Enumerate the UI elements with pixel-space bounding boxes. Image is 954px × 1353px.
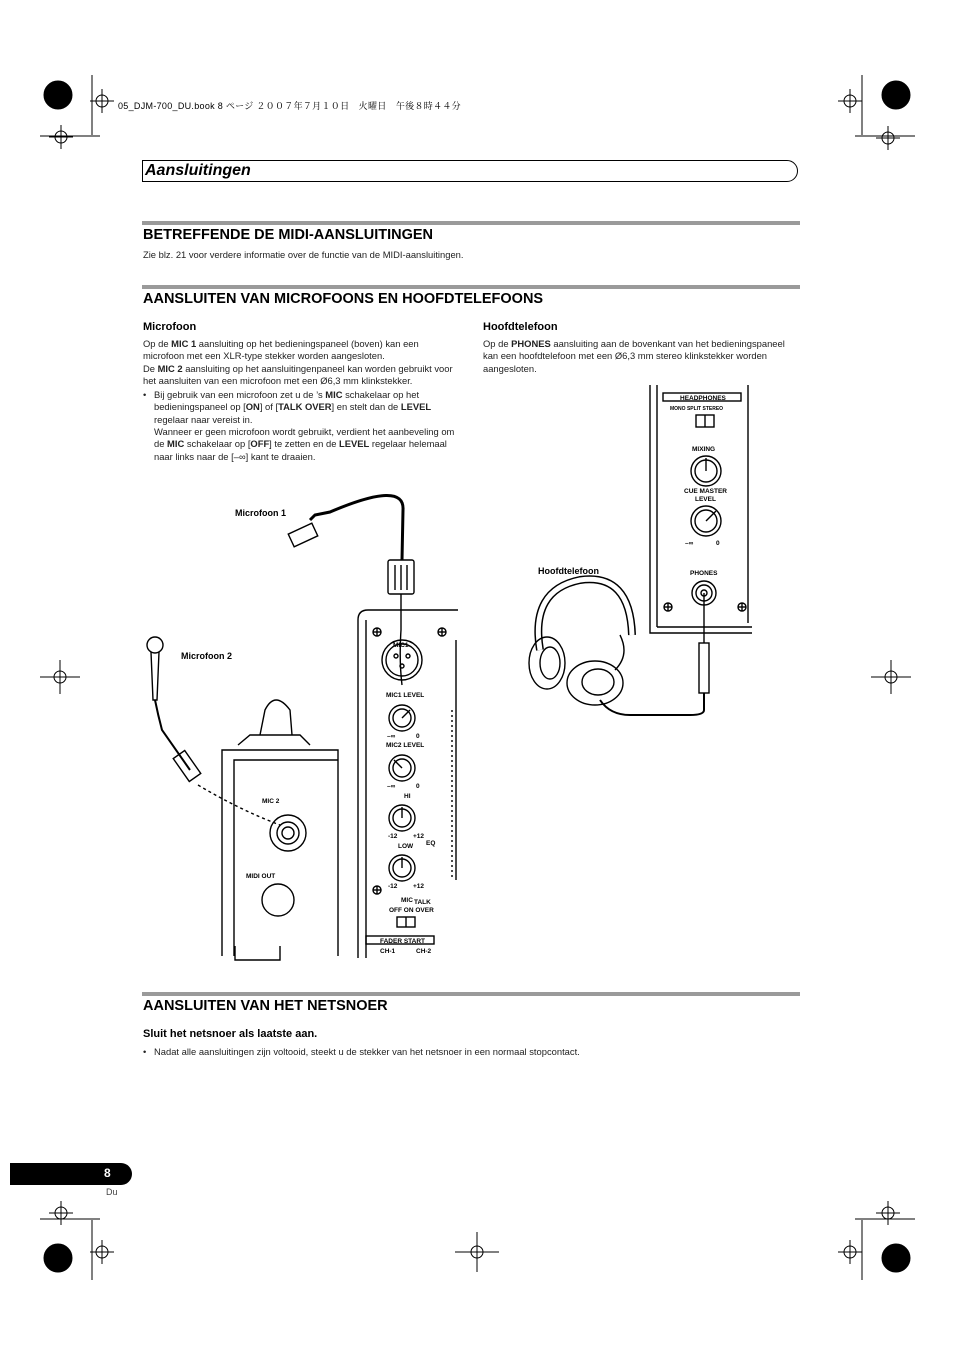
- mic-bullet-text: Bij gebruik van een microfoon zet u de ’s MIC schakelaar op het bedieningspaneel op [ON] of [TALK OVER] en stelt dan de LEVEL regelaar naar vereist in. Wanneer er geen microfoon wordt gebruikt, verdient het aanbeveling om de MIC schakelaar op [OFF] te zetten en de LEVEL regelaar helemaal naar links naar de [–∞] kant te draaien.: [154, 389, 455, 462]
- label-min-inf: –∞: [387, 733, 396, 740]
- label-zero: 0: [416, 783, 420, 790]
- section-title-power: AANSLUITEN VAN HET NETSNOER: [143, 998, 388, 1014]
- label-min-inf: –∞: [685, 540, 694, 547]
- label-mono-split-stereo: MONO SPLIT STEREO: [670, 406, 724, 412]
- phones-heading: Hoofdtelefoon: [483, 321, 558, 333]
- section-title-mic-phones: AANSLUITEN VAN MICROFOONS EN HOOFDTELEFOONS: [143, 291, 544, 307]
- label-ch2: CH-2: [416, 948, 432, 955]
- phones-column: [483, 338, 801, 375]
- mic-bullet: • Bij gebruik van een microfoon zet u de ’s MIC schakelaar op het bedieningspaneel op [ON] of [TALK OVER] en stelt dan de LEVEL regelaar naar vereist in. Wanneer er geen microfoon wordt gebruikt, verdient het aanbeveling om de MIC schakelaar op [OFF] te zetten en de LEVEL regelaar helemaal naar links naar de [–∞] kant te draaien.: [143, 389, 461, 463]
- chapter-title: Aansluitingen: [145, 162, 251, 179]
- page-tab: [10, 1163, 132, 1185]
- label-midi-out: MIDI OUT: [246, 873, 276, 880]
- label-headphones: HEADPHONES: [680, 395, 726, 402]
- label-plus12: +12: [413, 883, 425, 890]
- power-bullet-text: Nadat alle aansluitingen zijn voltooid, steekt u de stekker van het netsnoer in een normaal stopcontact.: [154, 1046, 580, 1057]
- label-mic1-level: MIC1 LEVEL: [386, 692, 425, 699]
- label-mic2-jack: MIC 2: [262, 798, 280, 805]
- label-zero: 0: [716, 540, 720, 547]
- label-mixing: MIXING: [692, 446, 716, 453]
- label-low: LOW: [398, 843, 414, 850]
- phones-paragraph: Op de PHONES aansluiting aan de bovenkant van het bedieningspaneel kan een hoofdtelefoon met een Ø6,3 mm stereo klinkstekker worden aangesloten.: [483, 338, 785, 374]
- section-rule: [142, 221, 800, 225]
- headphones-connection-figure: [520, 385, 760, 720]
- power-bullet: • Nadat alle aansluitingen zijn voltooid, steekt u de stekker van het netsnoer in een normaal stopcontact.: [143, 1046, 580, 1057]
- label-level: LEVEL: [695, 496, 716, 503]
- mic-paragraph-1: Op de MIC 1 aansluiting op het bedieningspaneel (boven) kan een microfoon met een XLR-type stekker worden aangesloten.: [143, 338, 419, 362]
- label-microfoon-2: Microfoon 2: [181, 651, 232, 661]
- label-fader-start: FADER START: [380, 938, 426, 945]
- label-microfoon-1: Microfoon 1: [235, 508, 286, 518]
- label-mic2-level: MIC2 LEVEL: [386, 742, 425, 749]
- mic-connection-figure: [140, 480, 470, 965]
- mic-heading: Microfoon: [143, 321, 197, 333]
- midi-text: Zie blz. 21 voor verdere informatie over de functie van de MIDI-aansluitingen.: [143, 249, 464, 260]
- mic-column: [143, 338, 461, 463]
- label-mic-switch: MIC: [401, 897, 413, 904]
- label-eq: EQ: [426, 840, 436, 847]
- label-plus12: +12: [413, 833, 425, 840]
- label-off-on-over: OFF ON OVER: [389, 907, 434, 914]
- label-phones-jack: PHONES: [690, 570, 718, 577]
- page-number: 8: [104, 1166, 111, 1180]
- mic-paragraph-2: De MIC 2 aansluiting op het aansluitingenpaneel kan worden gebruikt voor het aansluiten van een microfoon met een Ø6,3 mm klinkstekker.: [143, 362, 453, 386]
- label-ch1: CH-1: [380, 948, 396, 955]
- label-mic1-socket: MIC1: [393, 642, 409, 649]
- label-hoofdtelefoon: Hoofdtelefoon: [538, 566, 599, 576]
- label-hi: HI: [404, 793, 411, 800]
- label-min-inf: –∞: [387, 783, 396, 790]
- label-minus12: -12: [388, 833, 398, 840]
- section-title-midi: BETREFFENDE DE MIDI-AANSLUITINGEN: [143, 227, 433, 243]
- label-zero: 0: [416, 733, 420, 740]
- label-minus12: -12: [388, 883, 398, 890]
- power-heading: Sluit het netsnoer als laatste aan.: [143, 1028, 318, 1040]
- section-rule: [142, 285, 800, 289]
- label-cue-master: CUE MASTER: [684, 488, 727, 495]
- section-rule: [142, 992, 800, 996]
- print-header: 05_DJM-700_DU.book 8 ページ ２００７年７月１０日 火曜日 午後８時４４分: [118, 101, 461, 111]
- label-talk: TALK: [414, 899, 431, 906]
- page-language: Du: [106, 1187, 118, 1197]
